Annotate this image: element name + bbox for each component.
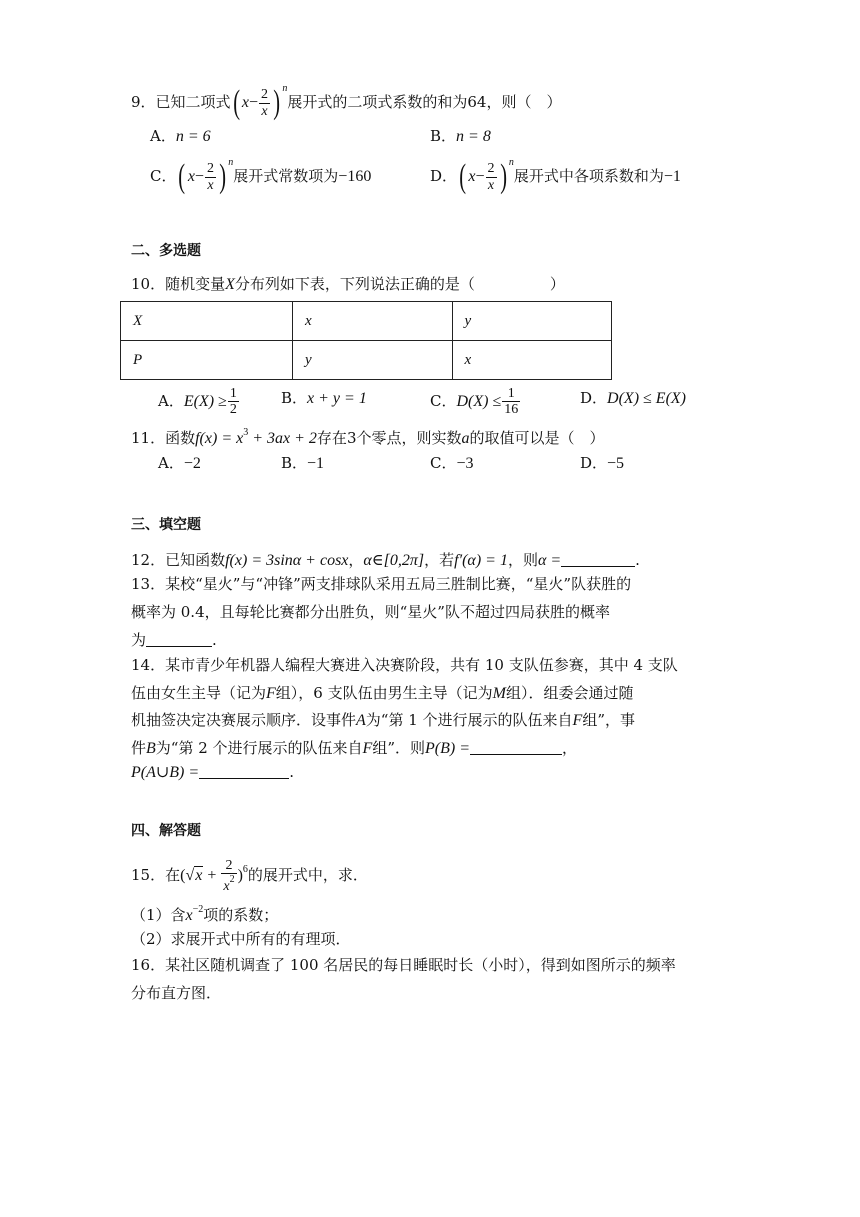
distribution-table	[120, 301, 612, 380]
q16-line2: 分布直方图．	[131, 984, 222, 1002]
q14-line1: 14．某市青少年机器人编程大赛进入决赛阶段，共有 10 支队伍参赛，其中 4 支队	[131, 656, 678, 674]
q12-stem: 12．已知函数f(x) = 3sinα + cosx，α∈[0,2π]，若f′(α) = 1，则α = .	[131, 551, 640, 569]
q10-stem-b: 分布列如下表，下列说法正确的是（ ）	[234, 275, 565, 293]
table-cell: y	[293, 341, 452, 380]
q11-option-d: D．−5	[580, 454, 625, 472]
q11-number: 11．	[131, 429, 166, 447]
option-value: −1	[663, 168, 681, 185]
q9-option-c	[150, 158, 371, 194]
table-row	[121, 302, 612, 341]
q9-number: 9．	[131, 93, 156, 111]
q15-part2: （2）求展开式中所有的有理项．	[131, 930, 351, 948]
option-fraction: $\frac{1}{2}$	[229, 386, 237, 418]
q9-binomial-expr: ( x− $\frac{2}{x}$ ) $^n$	[232, 83, 288, 122]
table-cell: x	[452, 341, 611, 380]
option-label: C．	[150, 167, 177, 185]
q10-stem-a: 随机变量	[165, 275, 226, 293]
option-label: B．	[281, 389, 308, 407]
q11-stem-b: 存在	[316, 429, 347, 447]
option-fraction: $\frac{1}{16}$	[504, 386, 519, 418]
q9-option-d-expr: ( x− $\frac{2}{x}$ ) $^n$	[459, 157, 514, 196]
q13-line1: 13．某校“星火”与“冲锋”两支排球队采用五局三胜制比赛，“星火”队获胜的	[131, 575, 632, 593]
q15-number: 15．	[131, 866, 166, 885]
q12-condition: f′(α) = 1	[454, 552, 508, 569]
q11-stem	[131, 428, 605, 447]
q14-line2: 伍由女生主导（记为F组），6 支队伍由男生主导（记为M组）．组委会通过随	[131, 684, 634, 702]
q15-expression: (√x + $\frac{2}{x^2}$ )$^6$	[180, 858, 248, 895]
q9-option-c-expr: ( x− $\frac{2}{x}$ ) $^n$	[178, 157, 234, 196]
q14-line4: 件B为“第 2 个进行展示的队伍来自F组”．则P(B) = ，	[131, 739, 578, 757]
q12-stem-c: ，则	[507, 551, 538, 569]
option-math: D(X) ≤ E(X)	[607, 390, 686, 407]
q11-stem-a: 函数	[165, 429, 196, 447]
q14-pab-blank[interactable]	[199, 764, 289, 779]
option-math: D(X) ≤	[456, 392, 502, 410]
q14-pb-blank[interactable]	[470, 740, 562, 755]
q14-pab-label: P(A∪B) =	[131, 764, 200, 781]
q11-function: $f(x) = x^3 + 3ax + 2$	[195, 427, 317, 447]
q9-option-b	[430, 129, 491, 145]
table-cell: x	[293, 302, 452, 341]
option-math: x + y = 1	[307, 390, 367, 407]
option-label: A．	[150, 127, 176, 145]
q12-function: f(x) = 3sinα + cosx	[225, 552, 349, 569]
table-cell: P	[121, 341, 293, 380]
option-text: 展开式中各项系数和为	[513, 167, 664, 185]
q12-stem-b: ，若	[424, 551, 455, 569]
q10-stem	[131, 277, 565, 293]
table-cell: y	[452, 302, 611, 341]
q13-answer-blank[interactable]	[146, 632, 212, 647]
q11-option-c: C．−3	[430, 454, 474, 472]
option-math: n = 6	[175, 128, 211, 145]
q10-number: 10．	[131, 275, 166, 293]
q12-answer-blank[interactable]	[561, 552, 635, 567]
q15-part1: （1）含$x^{-2}$项的系数；	[131, 904, 279, 924]
option-math: E(X) ≥	[183, 392, 227, 410]
q14-line3: 机抽签决定决赛展示顺序．设事件A为“第 1 个进行展示的队伍来自F组”，事	[131, 711, 635, 729]
q9-stem-c: ，则（ ）	[486, 93, 562, 111]
table-cell: X	[121, 302, 293, 341]
table-row	[121, 341, 612, 380]
q11-param: a	[461, 430, 470, 447]
q16-line1: 16．某社区随机调查了 100 名居民的每日睡眠时长（小时），得到如图所示的频率	[131, 956, 676, 974]
q12-domain: α∈[0,2π]	[363, 552, 425, 569]
q15-stem-a: 在	[165, 866, 181, 885]
q15-stem	[131, 858, 368, 895]
option-math: n = 8	[456, 128, 491, 145]
q9-option-a	[150, 129, 211, 145]
q10-option-d	[580, 391, 686, 407]
section-heading-fill: 三、填空题	[131, 517, 201, 533]
q11-count: 3	[346, 429, 357, 447]
q11-option-b: B．−1	[281, 454, 325, 472]
q10-var: X	[225, 276, 235, 293]
q14-line5: P(A∪B) = .	[131, 763, 294, 781]
q15-stem-b: 的展开式中，求．	[247, 866, 368, 885]
option-value: −160	[338, 168, 372, 185]
section-heading-solve: 四、解答题	[131, 823, 201, 839]
q9-stem-a: 已知二项式	[155, 93, 231, 111]
q9-sum: 64	[467, 93, 487, 111]
q10-option-a	[158, 386, 240, 418]
option-label: A．	[158, 391, 184, 410]
q11-option-a: A．−2	[158, 454, 201, 472]
q11-stem-c: 个零点，则实数	[356, 429, 462, 447]
q13-line3: 为 .	[131, 631, 217, 649]
option-label: B．	[430, 127, 457, 145]
q10-option-c	[430, 386, 521, 418]
q9-stem-b: 展开式的二项式系数的和为	[287, 93, 468, 111]
option-label: D．	[580, 389, 608, 407]
section-heading-multi: 二、多选题	[131, 243, 201, 259]
q12-number: 12．	[131, 551, 166, 569]
option-text: 展开式常数项为	[233, 167, 339, 185]
option-label: D．	[430, 167, 458, 185]
q9-stem	[131, 84, 561, 120]
q14-pb-label: P(B) =	[425, 740, 470, 757]
q11-stem-d: 的取值可以是（ ）	[469, 429, 605, 447]
q12-stem-a: 已知函数	[165, 551, 226, 569]
option-label: C．	[430, 391, 457, 410]
q13-line2: 概率为 0.4，且每轮比赛都分出胜负，则“星火”队不超过四局获胜的概率	[131, 603, 610, 621]
q10-option-b	[281, 391, 367, 407]
q9-option-d	[430, 158, 681, 194]
q12-answer-label: α =	[537, 552, 562, 569]
